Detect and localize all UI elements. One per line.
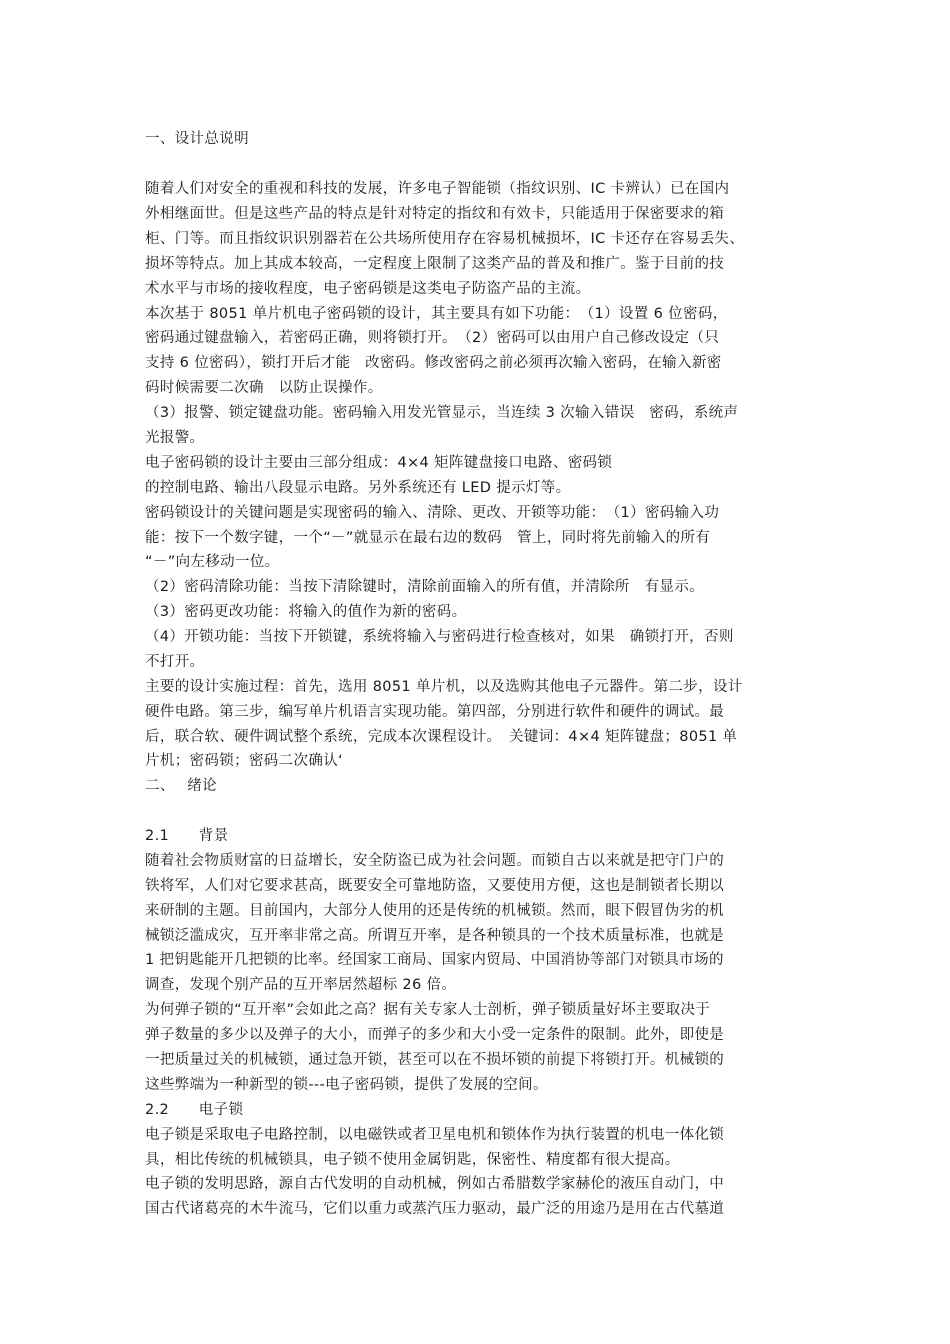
text-line: 弹子数量的多少以及弹子的大小，而弹子的多少和大小受一定条件的限制。此外，即使是 (145, 1027, 725, 1043)
text-line: 这些弊端为一种新型的锁---电子密码锁，提供了发展的空间。 (145, 1077, 548, 1093)
text-line: 主要的设计实施过程：首先，选用 8051 单片机，以及选购其他电子元器件。第二步，设计 (145, 679, 743, 695)
text-line: 本次基于 8051 单片机电子密码锁的设计，其主要具有如下功能： （1）设置 6 位密码， (145, 306, 728, 322)
text-line: 械锁泛滥成灾，互开率非常之高。所谓互开率，是各种锁具的一个技术质量标准，也就是 (145, 928, 725, 944)
text-line: 铁将军，人们对它要求甚高，既要安全可靠地防盗，又要使用方便，这也是制锁者长期以 (145, 878, 725, 894)
section-heading: 一、设计总说明 (145, 131, 249, 147)
text-line: “－”向左移动一位。 (145, 554, 280, 570)
text-line: 随着人们对安全的重视和科技的发展，许多电子智能锁（指纹识别、IC 卡辨认）已在国内 (145, 181, 730, 197)
subsection-heading: 2.1 背景 (145, 828, 229, 844)
text-line: 能：按下一个数字键，一个“－”就显示在最右边的数码 管上，同时将先前输入的所有 (145, 530, 711, 546)
text-line: 国古代诸葛亮的木牛流马，它们以重力或蒸汽压力驱动，最广泛的用途乃是用在古代墓道 (145, 1201, 725, 1217)
text-line: 硬件电路。第三步，编写单片机语言实现功能。第四部，分别进行软件和硬件的调试。最 (145, 704, 725, 720)
text-line: 一把质量过关的机械锁，通过急开锁，甚至可以在不损坏锁的前提下将锁打开。机械锁的 (145, 1052, 725, 1068)
text-line: 支持 6 位密码），锁打开后才能 改密码。修改密码之前必须再次输入密码，在输入新密 (145, 355, 722, 371)
text-line: 密码通过键盘输入，若密码正确，则将锁打开。 （2）密码可以由用户自己修改设定（只 (145, 330, 720, 346)
text-line: 电子密码锁的设计主要由三部分组成：4×4 矩阵键盘接口电路、密码锁 (145, 455, 613, 471)
text-line: 柜、门等。而且指纹识识别器若在公共场所使用存在容易机械损坏，IC 卡还存在容易丢失、 (145, 231, 745, 247)
text-line: 码时候需要二次确 以防止误操作。 (145, 380, 383, 396)
text-line: （4）开锁功能：当按下开锁键，系统将输入与密码进行检查核对，如果 确锁打开，否则 (145, 629, 734, 645)
text-line: 光报警。 (145, 430, 205, 446)
text-line: 的控制电路、输出八段显示电路。另外系统还有 LED 提示灯等。 (145, 480, 571, 496)
text-line: 电子锁的发明思路，源自古代发明的自动机械，例如古希腊数学家赫伦的液压自动门，中 (145, 1176, 725, 1192)
text-line: 术水平与市场的接收程度，电子密码锁是这类电子防盗产品的主流。 (145, 281, 591, 297)
subsection-heading: 2.2 电子锁 (145, 1102, 244, 1118)
text-line: 1 把钥匙能开几把锁的比率。经国家工商局、国家内贸局、中国消协等部门对锁具市场的 (145, 952, 724, 968)
text-line: 来研制的主题。目前国内，大部分人使用的还是传统的机械锁。然而，眼下假冒伪劣的机 (145, 903, 725, 919)
text-line: 调查，发现个别产品的互开率居然超标 26 倍。 (145, 977, 457, 993)
text-line: 随着社会物质财富的日益增长，安全防盗已成为社会问题。而锁自古以来就是把守门户的 (145, 853, 725, 869)
text-line: （3）密码更改功能：将输入的值作为新的密码。 (145, 604, 467, 620)
text-line: 具，相比传统的机械锁具，电子锁不使用金属钥匙，保密性、精度都有很大提高。 (145, 1152, 680, 1168)
text-line: 外相继面世。但是这些产品的特点是针对特定的指纹和有效卡，只能适用于保密要求的箱 (145, 206, 725, 222)
text-line: 后，联合软、硬件调试整个系统，完成本次课程设计。 关键词：4×4 矩阵键盘；8051 单 (145, 729, 738, 745)
text-line: 密码锁设计的关键问题是实现密码的输入、清除、更改、开锁等功能： （1）密码输入功 (145, 505, 720, 521)
text-line: （2）密码清除功能：当按下清除键时，清除前面输入的所有值，并清除所 有显示。 (145, 579, 705, 595)
text-line: 损坏等特点。加上其成本较高，一定程度上限制了这类产品的普及和推广。鉴于目前的技 (145, 256, 725, 272)
section-heading: 二、 绪论 (145, 778, 217, 794)
text-line: （3）报警、锁定键盘功能。密码输入用发光管显示，当连续 3 次输入错误 密码，系统声 (145, 405, 739, 421)
text-line: 不打开。 (145, 654, 205, 670)
text-line: 为何弹子锁的“互开率”会如此之高？据有关专家人士剖析，弹子锁质量好坏主要取决于 (145, 1002, 711, 1018)
text-line: 电子锁是采取电子电路控制，以电磁铁或者卫星电机和锁体作为执行装置的机电一体化锁 (145, 1127, 725, 1143)
text-line: 片机；密码锁；密码二次确认‘ (145, 753, 344, 769)
